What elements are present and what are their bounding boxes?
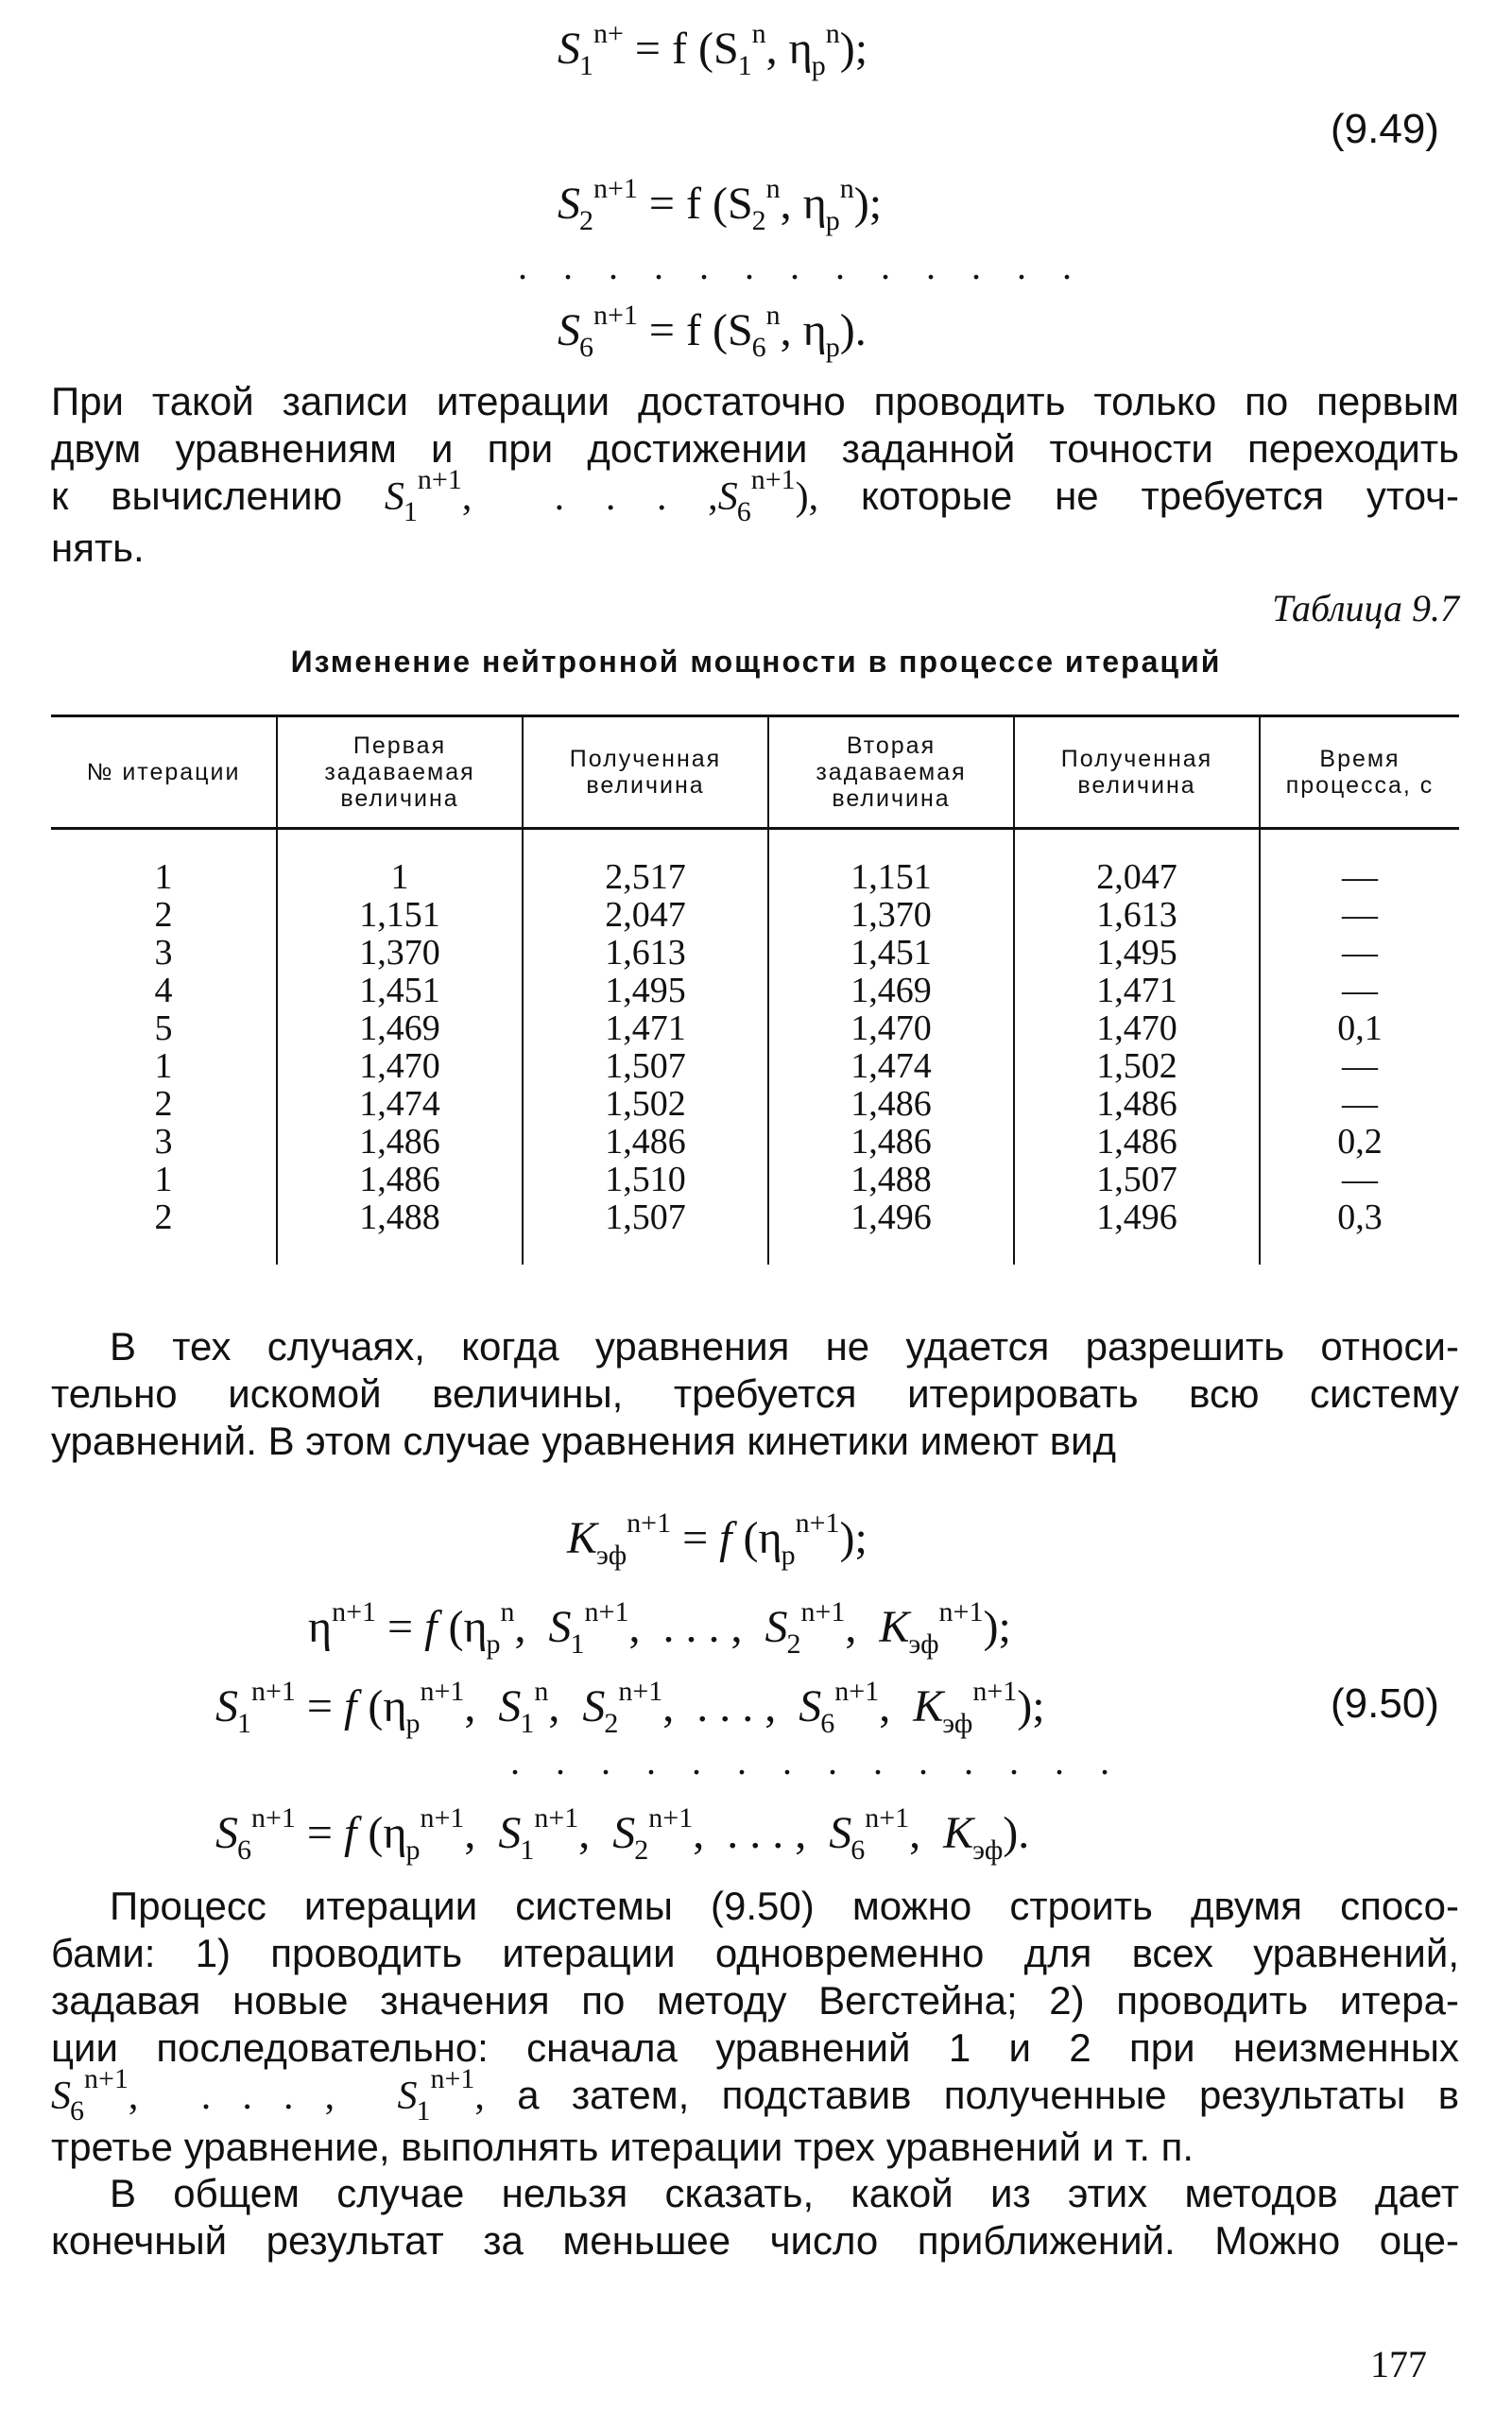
superscript: n bbox=[839, 173, 854, 204]
paragraph-3 bbox=[51, 1883, 1459, 2171]
table-cell: 1,471 bbox=[1014, 972, 1260, 1009]
table-cell: 2,047 bbox=[523, 896, 768, 934]
table-row bbox=[51, 1198, 1459, 1236]
eq950-dots: . . . . . . . . . . . . . . bbox=[510, 1740, 1123, 1782]
superscript: n+1 bbox=[593, 300, 638, 331]
subscript: p bbox=[825, 205, 840, 236]
text-line: уравнений. В этом случае уравнения кинетики имеют вид bbox=[51, 1419, 1117, 1463]
text-line: В общем случае нельзя сказать, какой из этих методов дает bbox=[110, 2171, 1459, 2215]
table-cell: 1,495 bbox=[523, 972, 768, 1009]
table-cell: 1,488 bbox=[277, 1198, 523, 1236]
table-cell: 0,3 bbox=[1260, 1198, 1459, 1236]
table-cell: 1,470 bbox=[768, 1009, 1014, 1047]
table-cell: 1,486 bbox=[768, 1123, 1014, 1161]
text-line: Процесс итерации системы (9.50) можно строить двумя спосо- bbox=[110, 1884, 1459, 1928]
table-cell: 1,488 bbox=[768, 1161, 1014, 1198]
table-cell: 1,451 bbox=[277, 972, 523, 1009]
paragraph-2 bbox=[51, 1323, 1459, 1465]
superscript: n+1 bbox=[593, 173, 638, 204]
table-cell: 2 bbox=[154, 895, 173, 935]
table-spacer bbox=[51, 829, 1459, 859]
table-cell: 1,502 bbox=[523, 1085, 768, 1123]
table-cell: 0,2 bbox=[1260, 1123, 1459, 1161]
header-cell: № итерации bbox=[51, 716, 277, 829]
eta-symbol: η bbox=[802, 179, 827, 229]
page-number: 177 bbox=[1370, 2343, 1427, 2385]
table-cell: 1,470 bbox=[1014, 1009, 1260, 1047]
table-cell: — bbox=[1260, 1161, 1459, 1198]
table-cell: 1,507 bbox=[1014, 1161, 1260, 1198]
table-cell: 1,486 bbox=[277, 1123, 523, 1161]
table-cell: 1,496 bbox=[768, 1198, 1014, 1236]
text-line: бами: 1) проводить итерации одновременно для всех уравнений, bbox=[51, 1931, 1459, 1975]
table-row bbox=[51, 1161, 1459, 1198]
table-cell: 1,496 bbox=[1014, 1198, 1260, 1236]
text-line: ции последовательно: сначала уравнений 1 и 2 при неизменных bbox=[51, 2025, 1459, 2070]
superscript: n bbox=[765, 173, 781, 204]
superscript: n bbox=[751, 18, 766, 49]
text-fragment: которые не требуется уточ- bbox=[860, 474, 1460, 518]
text-line: конечный результат за меньшее число приближений. Можно оце- bbox=[51, 2218, 1459, 2263]
eq950-number: (9.50) bbox=[1331, 1680, 1439, 1727]
eq950-line4: $S_6^{n+1} = f$ ($\eta_p^{n+1}$, $S_1^{n+1}$, $S_2^{n+1}$, . . . , $S_6^{n+1}$, $K_{эф}$). bbox=[215, 1802, 1030, 1866]
table-row bbox=[51, 972, 1459, 1009]
text-line: В тех случаях, когда уравнения не удается разрешить относи- bbox=[110, 1324, 1459, 1369]
table-cell: 1,486 bbox=[523, 1123, 768, 1161]
table-row bbox=[51, 1085, 1459, 1123]
eta-symbol: η bbox=[802, 305, 827, 355]
rhs: = f (S bbox=[634, 24, 739, 74]
table-cell: 1,469 bbox=[277, 1009, 523, 1047]
symbol: S bbox=[558, 24, 580, 74]
table-row bbox=[51, 1047, 1459, 1085]
text-line bbox=[51, 2063, 1460, 2127]
table-cell: — bbox=[1260, 858, 1459, 896]
header-cell: Первая задаваемая величина bbox=[277, 716, 523, 829]
eq950-line3: $S_1^{n+1} = f$ ($\eta_p^{n+1}$, $S_1^n$, $S_2^{n+1}$, . . . , $S_6^{n+1}$, $K_{эф}^{n+1}$); bbox=[215, 1676, 1045, 1739]
header-cell: Вторая задаваемая величина bbox=[768, 716, 1014, 829]
table-cell: 1 bbox=[154, 1160, 173, 1199]
table-cell: 4 bbox=[154, 971, 173, 1010]
eq949-line1: $S_1^{n+} = f$ ($S_1^n$, $\eta_p^n$); bbox=[558, 18, 868, 81]
subscript: 1 bbox=[737, 50, 752, 81]
table-row bbox=[51, 1009, 1459, 1047]
table-cell: 1 bbox=[154, 1046, 173, 1086]
table-cell: 1,370 bbox=[277, 934, 523, 972]
text-line bbox=[51, 464, 1460, 527]
text-line: тельно искомой величины, требуется итерировать всю систему bbox=[51, 1371, 1459, 1416]
eq-end: ). bbox=[839, 305, 867, 355]
table-cell: 3 bbox=[154, 1122, 173, 1162]
table-cell: 1,613 bbox=[1014, 896, 1260, 934]
table-cell: 1,486 bbox=[1014, 1085, 1260, 1123]
table-cell: 5 bbox=[154, 1008, 173, 1048]
eq949-line3: $S_6^{n+1} = f$ ($S_6^n$, $\eta_p$). bbox=[558, 300, 867, 363]
header-cell: Время процесса, с bbox=[1260, 716, 1459, 829]
table-cell: 0,1 bbox=[1260, 1009, 1459, 1047]
table-cell: 1,486 bbox=[277, 1161, 523, 1198]
eq950-line2: $\eta^{n+1} = f$ ($\eta_p^n$, $S_1^{n+1}$, . . . , $S_2^{n+1}$, $K_{эф}^{n+1}$); bbox=[308, 1596, 1011, 1660]
table-caption: Таблица 9.7 bbox=[1272, 587, 1459, 629]
table-title: Изменение нейтронной мощности в процессе итераций bbox=[290, 645, 1222, 679]
symbol: S bbox=[558, 305, 580, 355]
eq-end: ); bbox=[853, 179, 883, 229]
table-cell: 1,510 bbox=[523, 1161, 768, 1198]
table-cell: 2,047 bbox=[1014, 858, 1260, 896]
subscript: p bbox=[811, 50, 826, 81]
table-cell: 2 bbox=[154, 1197, 173, 1237]
text-fragment: к вычислению bbox=[51, 474, 343, 518]
table-cell: 1,613 bbox=[523, 934, 768, 972]
paragraph-1 bbox=[51, 378, 1459, 572]
subscript: 6 bbox=[751, 332, 766, 363]
table-cell: 1,486 bbox=[768, 1085, 1014, 1123]
header-cell: Полученная величина bbox=[1014, 716, 1260, 829]
table-cell: — bbox=[1260, 1085, 1459, 1123]
superscript: n bbox=[825, 18, 840, 49]
text-line: третье уравнение, выполнять итерации трех уравнений и т. п. bbox=[51, 2125, 1194, 2169]
paragraph-4 bbox=[51, 2170, 1459, 2265]
table-header-row bbox=[51, 716, 1459, 829]
table-cell: — bbox=[1260, 1047, 1459, 1085]
eq949-number: (9.49) bbox=[1331, 106, 1439, 152]
text-line: нять. bbox=[51, 525, 145, 570]
eq-end: ); bbox=[839, 24, 868, 74]
table-row bbox=[51, 1123, 1459, 1161]
superscript: n bbox=[765, 300, 781, 331]
table-cell: 1,507 bbox=[523, 1198, 768, 1236]
inline-formula: $S_1^{n+1}$, . . . $,S_6^{n+1}$), bbox=[384, 464, 819, 527]
eq949-dots: . . . . . . . . . . . . . bbox=[518, 245, 1085, 287]
table-cell: 1,471 bbox=[523, 1009, 768, 1047]
eq950-line1: $K_{эф}^{n+1} = f$ $(\eta_p^{n+1})$; bbox=[567, 1507, 868, 1571]
table-cell: — bbox=[1260, 972, 1459, 1009]
text-line: задавая новые значения по методу Вегстейна; 2) проводить итера- bbox=[51, 1978, 1459, 2023]
table-cell: 1,507 bbox=[523, 1047, 768, 1085]
table-cell: 1 bbox=[277, 858, 523, 896]
table-cell: 1,151 bbox=[768, 858, 1014, 896]
subscript: 2 bbox=[579, 205, 593, 236]
table-cell: 1,469 bbox=[768, 972, 1014, 1009]
subscript: p bbox=[825, 332, 840, 363]
data-table bbox=[51, 715, 1459, 1265]
eta-symbol: η bbox=[788, 24, 813, 74]
subscript: 6 bbox=[579, 332, 593, 363]
table-spacer bbox=[51, 1236, 1459, 1265]
table-cell: 1,451 bbox=[768, 934, 1014, 972]
header-cell: Полученная величина bbox=[523, 716, 768, 829]
subscript: 2 bbox=[751, 205, 766, 236]
text-line: двум уравнениям и при достижении заданной точности переходить bbox=[51, 426, 1459, 471]
table-cell: 1,474 bbox=[768, 1047, 1014, 1085]
table-row bbox=[51, 896, 1459, 934]
superscript: n+ bbox=[593, 18, 624, 49]
table-cell: 2 bbox=[154, 1084, 173, 1124]
table-cell: 2,517 bbox=[523, 858, 768, 896]
table-cell: 1,495 bbox=[1014, 934, 1260, 972]
table-cell: 1,151 bbox=[277, 896, 523, 934]
table-cell: 1 bbox=[154, 857, 173, 897]
inline-formula: $S_6^{n+1}$, . . . , $S_1^{n+1}$, bbox=[51, 2063, 485, 2127]
table-cell: 1,370 bbox=[768, 896, 1014, 934]
text-line: При такой записи итерации достаточно проводить только по первым bbox=[51, 379, 1459, 423]
subscript: 1 bbox=[579, 50, 593, 81]
table-row bbox=[51, 934, 1459, 972]
table-cell: 3 bbox=[154, 933, 173, 973]
table-row bbox=[51, 858, 1459, 896]
table-cell: 1,502 bbox=[1014, 1047, 1260, 1085]
eq949-line2: $S_2^{n+1} = f$ ($S_2^n$, $\eta_p^n$); bbox=[558, 173, 883, 236]
table-cell: — bbox=[1260, 896, 1459, 934]
table-cell: 1,486 bbox=[1014, 1123, 1260, 1161]
rhs: = f (S bbox=[648, 305, 753, 355]
table-cell: 1,474 bbox=[277, 1085, 523, 1123]
symbol: S bbox=[558, 179, 580, 229]
rhs: = f (S bbox=[648, 179, 753, 229]
table-cell: — bbox=[1260, 934, 1459, 972]
text-fragment: а затем, подставив полученные результаты в bbox=[517, 2073, 1460, 2117]
table-cell: 1,470 bbox=[277, 1047, 523, 1085]
